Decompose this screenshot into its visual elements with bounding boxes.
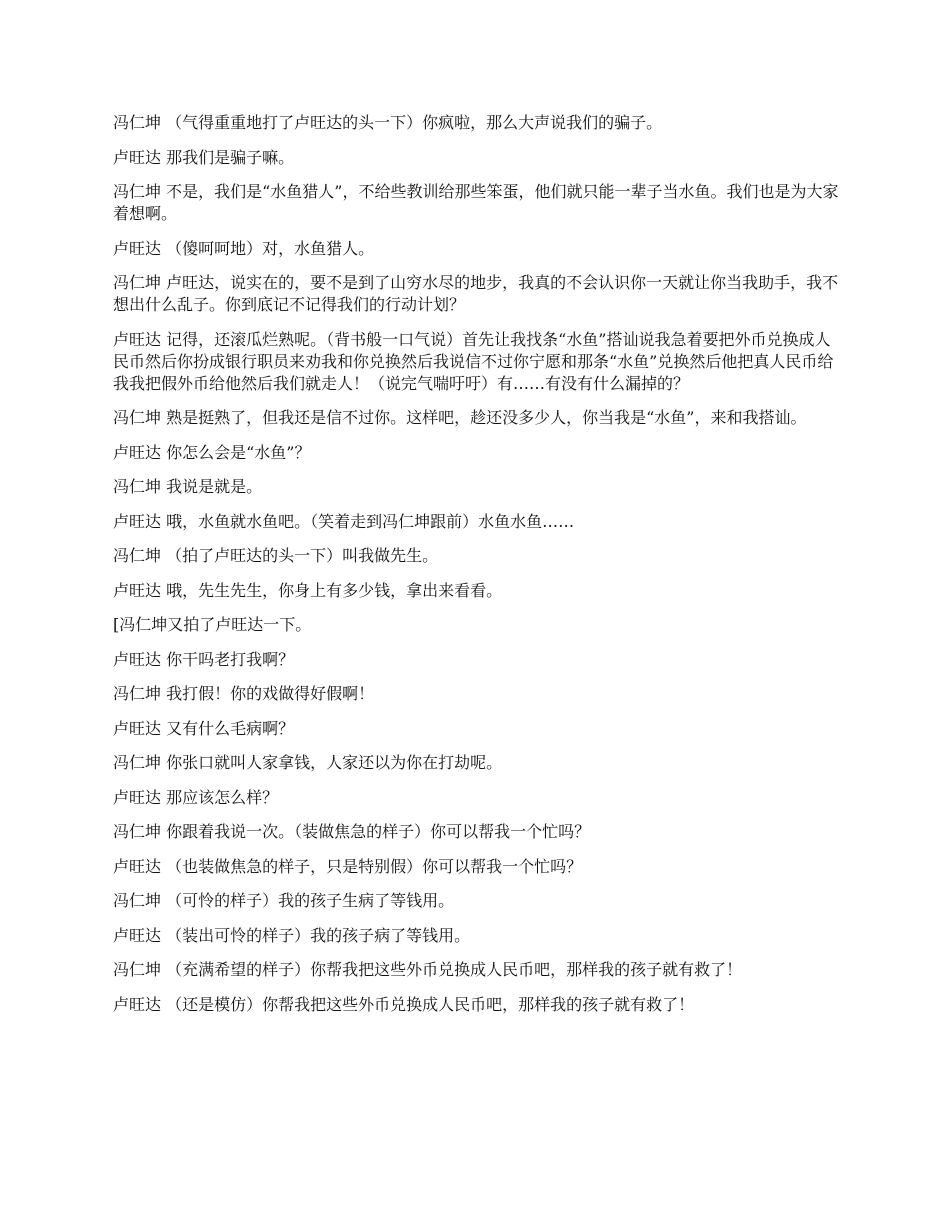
script-line: 卢旺达 那应该怎么样？ [113,787,279,807]
script-line: 卢旺达 （还是模仿）你帮我把这些外币兑换成人民币吧，那样我的孩子就有救了！ [113,994,695,1014]
script-line: 卢旺达 你干吗老打我啊？ [113,649,295,669]
script-line: 冯仁坤 （可怜的样子）我的孩子生病了等钱用。 [113,891,455,910]
script-line: 冯仁坤 我打假！你的戏做得好假啊！ [113,684,375,703]
script-line: 冯仁坤 你跟着我说一次。（装做焦急的样子）你可以帮我一个忙吗？ [113,822,591,841]
stage-direction: [冯仁坤又拍了卢旺达一下。 [113,615,312,634]
script-line: 卢旺达 哦，先生先生，你身上有多少钱，拿出来看看。 [113,580,503,600]
script-line: 冯仁坤 （拍了卢旺达的头一下）叫我做先生。 [113,546,439,565]
script-line: 冯仁坤 （充满希望的样子）你帮我把这些外币兑换成人民币吧，那样我的孩子就有救了！ [113,960,743,979]
script-line: 冯仁坤 （气得重重地打了卢旺达的头一下）你疯啦，那么大声说我们的骗子。 [113,113,663,132]
document-page [113,112,839,1028]
script-line: 卢旺达 你怎么会是“水鱼”？ [113,442,311,462]
script-line: 冯仁坤 你张口就叫人家拿钱，人家还以为你在打劫呢。 [113,753,503,772]
script-line: 冯仁坤 熟是挺熟了，但我还是信不过你。这样吧，趁还没多少人，你当我是“水鱼”，来和我搭讪。 [113,408,807,427]
script-line: 卢旺达 （也装做焦急的样子，只是特别假）你可以帮我一个忙吗？ [113,856,583,876]
script-line: 卢旺达 （傻呵呵地）对，水鱼猎人。 [113,238,375,258]
script-line: 卢旺达 （装出可怜的样子）我的孩子病了等钱用。 [113,925,471,945]
script-line: 卢旺达 记得，还滚瓜烂熟呢。（背书般一口气说）首先让我找条“水鱼”搭讪说我急着要把外币兑换成人民币然后你扮成银行职员来劝我和你兑换然后我说信不过你宁愿和那条“水鱼”兑换然后他把真人民币给我我把假外币给他然后我们就走人！（说完气喘吁吁）有……有没有什么漏掉的？ [113,329,834,393]
script-line: 冯仁坤 我说是就是。 [113,477,263,496]
script-line: 卢旺达 又有什么毛病啊？ [113,718,295,738]
script-line: 冯仁坤 卢旺达，说实在的，要不是到了山穷水尽的地步，我真的不会认识你一天就让你当我助手，我不想出什么乱子。你到底记不记得我们的行动计划？ [113,273,839,314]
script-line: 卢旺达 那我们是骗子嘛。 [113,147,295,167]
script-line: 冯仁坤 不是，我们是“水鱼猎人”，不给些教训给那些笨蛋，他们就只能一辈子当水鱼。我们也是为大家着想啊。 [113,182,839,223]
script-line: 卢旺达 哦，水鱼就水鱼吧。（笑着走到冯仁坤跟前）水鱼水鱼…… [113,511,575,531]
